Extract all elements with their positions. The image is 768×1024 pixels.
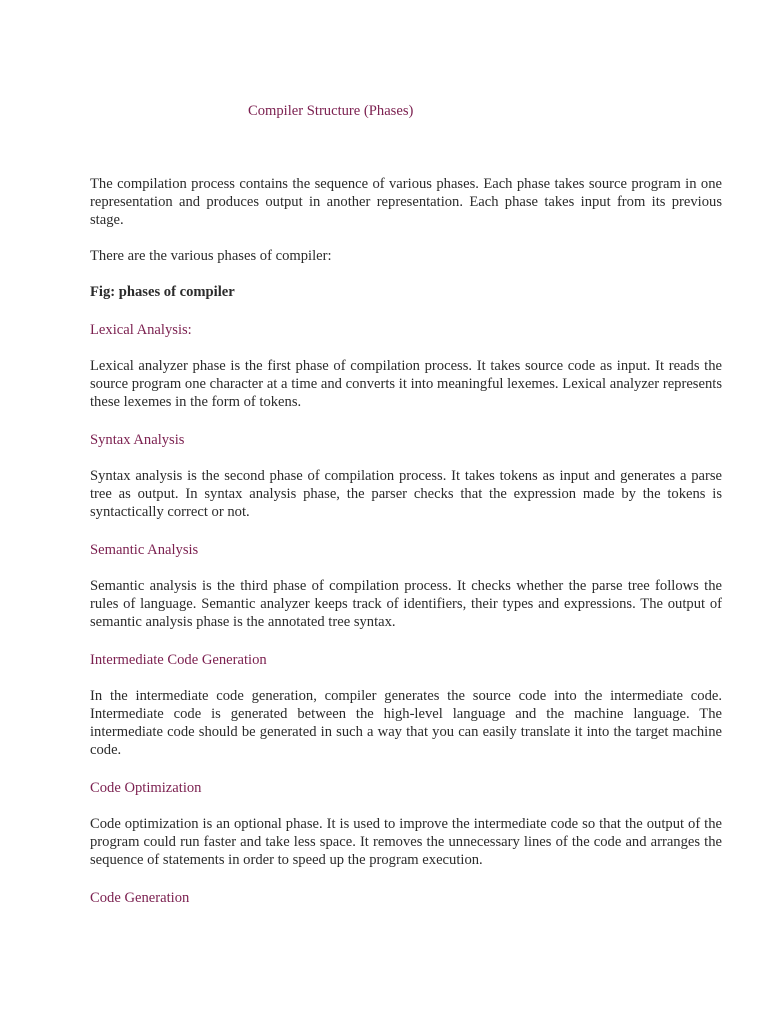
section-text-code-optimization: Code optimization is an optional phase. It is used to improve the intermediate code so that the output of the program could run faster and take less space. It removes the unnecessary lines of the code and arranges the sequence of statements in order to speed up the program execution. (90, 816, 722, 868)
intro-paragraph: The compilation process contains the sequence of various phases. Each phase takes source program in one representation and produces output in another representation. Each phase takes input from its previous stage. (90, 176, 722, 228)
section-text-lexical-analysis: Lexical analyzer phase is the first phase of compilation process. It takes source code as input. It reads the source program one character at a time and converts it into meaningful lexemes. Lexical analyzer represents these lexemes in the form of tokens. (90, 358, 722, 410)
section-heading-semantic-analysis: Semantic Analysis (90, 542, 199, 558)
section-heading-code-optimization: Code Optimization (90, 780, 202, 796)
section-text-semantic-analysis: Semantic analysis is the third phase of compilation process. It checks whether the parse tree follows the rules of language. Semantic analyzer keeps track of identifiers, their types and expressions. The output of semantic analysis phase is the annotated tree syntax. (90, 578, 722, 630)
phases-intro-paragraph: There are the various phases of compiler: (90, 248, 332, 264)
page-title: Compiler Structure (Phases) (248, 103, 414, 119)
section-heading-lexical-analysis: Lexical Analysis: (90, 322, 192, 338)
section-heading-intermediate-code-generation: Intermediate Code Generation (90, 652, 267, 668)
section-text-syntax-analysis: Syntax analysis is the second phase of compilation process. It takes tokens as input and generates a parse tree as output. In syntax analysis phase, the parser checks that the expression made by the tokens is syntactically correct or not. (90, 468, 722, 520)
section-heading-syntax-analysis: Syntax Analysis (90, 432, 185, 448)
section-text-intermediate-code-generation: In the intermediate code generation, compiler generates the source code into the intermediate code. Intermediate code is generated between the high-level language and the machine language. The intermediate code should be generated in such a way that you can easily translate it into the target machine code. (90, 688, 722, 758)
figure-caption: Fig: phases of compiler (90, 284, 235, 300)
section-heading-code-generation: Code Generation (90, 890, 190, 906)
